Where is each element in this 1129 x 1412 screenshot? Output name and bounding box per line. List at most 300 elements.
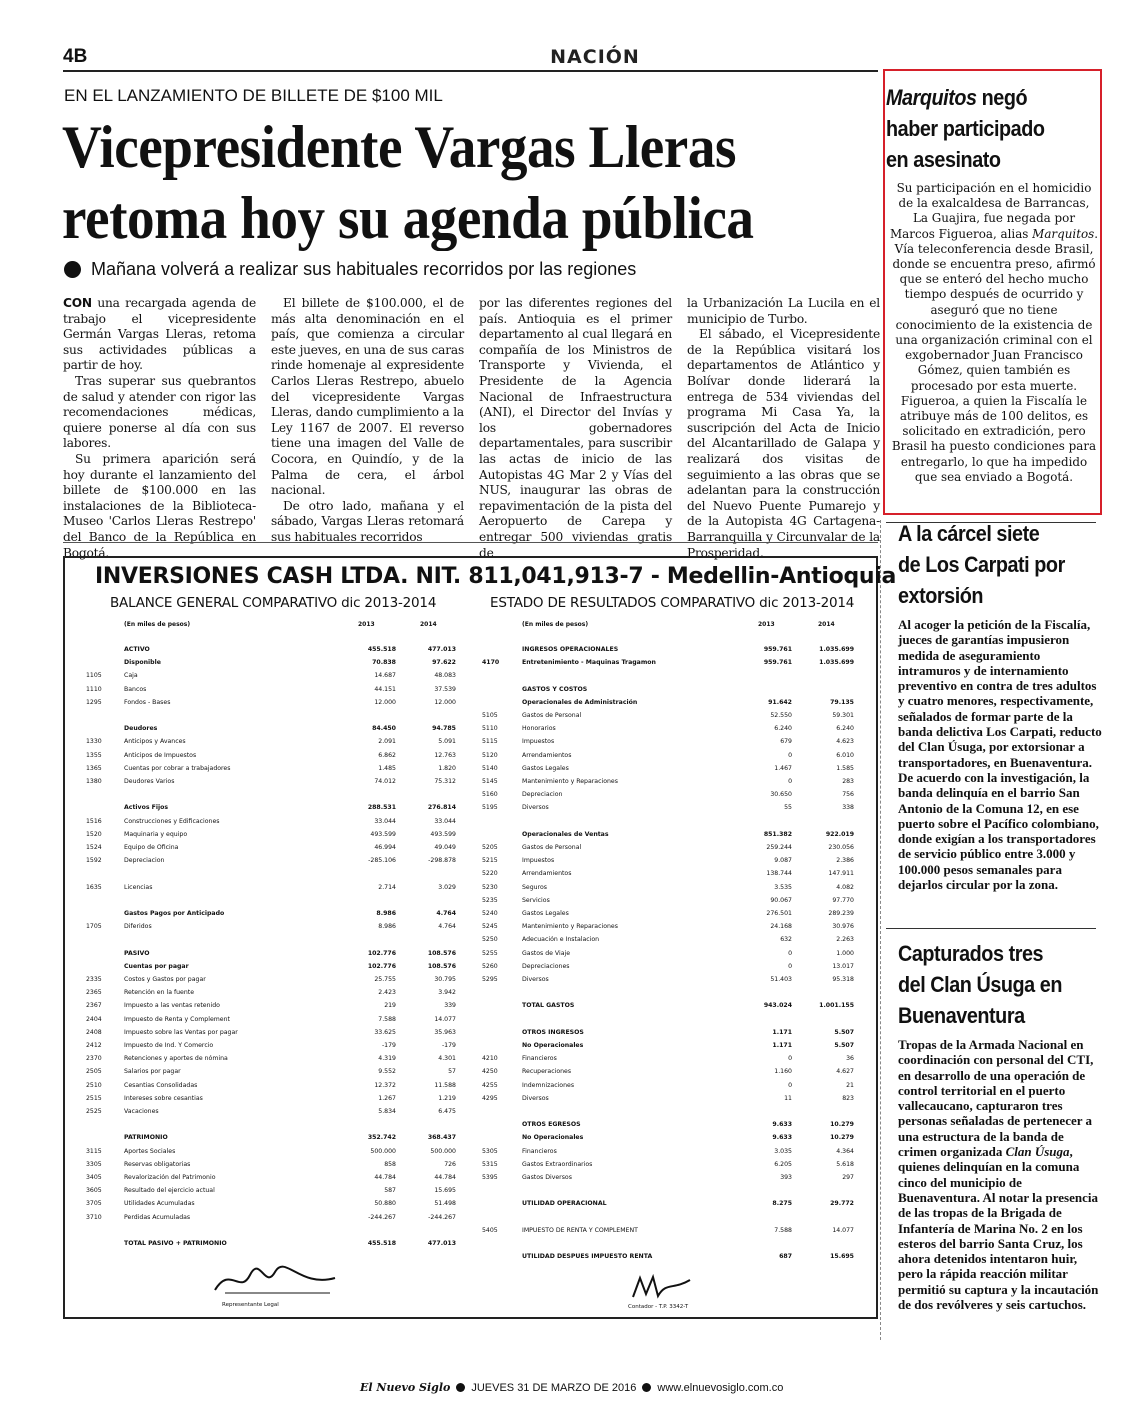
account-code: 2370 — [86, 1055, 102, 1063]
account-code: 5205 — [482, 844, 498, 851]
article-divider — [63, 542, 878, 543]
value-2014: 5.507 — [834, 1042, 854, 1049]
value-2013: 687 — [779, 1253, 792, 1261]
table-row — [86, 869, 466, 878]
value-2014: -179 — [441, 1042, 456, 1049]
units-label: (En miles de pesos) — [522, 621, 589, 628]
value-2014: 49.049 — [434, 844, 456, 851]
table-row — [482, 1213, 862, 1222]
value-2014: 79.135 — [830, 698, 854, 706]
article-subhead — [64, 259, 636, 280]
account-name: Retenciones y aportes de nómina — [124, 1055, 228, 1063]
value-2013: 8.986 — [378, 923, 396, 931]
account-name: PATRIMONIO — [124, 1134, 168, 1142]
account-name: Depreciacion — [522, 791, 563, 799]
table-row — [86, 671, 466, 680]
table-row — [482, 803, 862, 812]
account-code: 2367 — [86, 1002, 102, 1010]
account-name: Gastos Diversos — [522, 1174, 572, 1181]
brief-divider — [886, 928, 1096, 929]
account-code: 5405 — [482, 1226, 498, 1234]
table-row — [482, 1173, 862, 1182]
headline-italic: Marquitos — [886, 85, 977, 110]
value-2014: 12.763 — [434, 751, 456, 759]
account-code: 1355 — [86, 751, 102, 759]
section-title: NACIÓN — [550, 46, 640, 68]
account-name: OTROS INGRESOS — [522, 1028, 584, 1036]
value-2013: 1.267 — [378, 1094, 396, 1102]
table-row — [482, 1199, 862, 1208]
value-2013: 455.518 — [367, 646, 396, 653]
account-name: Diversos — [522, 804, 549, 812]
value-2014: 97.770 — [832, 896, 854, 904]
value-2014: 12.000 — [434, 698, 456, 706]
account-name: Perdidas Acumuladas — [124, 1213, 191, 1221]
value-2014: 3.942 — [438, 989, 456, 997]
lead-word: CON — [63, 296, 92, 310]
value-2013: 46.994 — [374, 844, 396, 851]
account-name: Diversos — [522, 976, 549, 983]
table-row — [86, 1186, 466, 1195]
account-code: 1365 — [86, 764, 102, 772]
value-2014: 95.318 — [832, 976, 854, 983]
value-2013: 5.834 — [378, 1108, 396, 1115]
paragraph: El sábado, el Vicepresidente de la República visitará los departamentos de Atlántico y Bolívar donde liderará la entrega de 534 viviendas del programa Mi Casa Ya, la suscripción del Acta de Inicio del Alcantarillado de Galapa y realizará dos visitas de seguimiento a las obras que se adelantan para la construcción del Nuevo Puente Pumarejo y de la Autopista 4G Cartagena-Barranquilla y Circunvalar de la Prosperidad. — [687, 327, 880, 560]
account-name: INGRESOS OPERACIONALES — [522, 646, 619, 653]
value-2013: 455.518 — [367, 1240, 396, 1247]
account-name: Caja — [124, 672, 138, 680]
header-rule — [63, 70, 878, 72]
account-name: Aportes Sociales — [124, 1147, 176, 1155]
value-2014: 15.695 — [830, 1253, 854, 1261]
body-italic: Clan Úsuga — [1005, 1144, 1070, 1160]
table-row — [482, 711, 862, 720]
article-column-3 — [479, 296, 672, 561]
table-row — [482, 975, 862, 984]
table-row — [86, 698, 466, 707]
account-code: 1524 — [86, 844, 102, 851]
value-2013: 1.171 — [772, 1042, 792, 1049]
value-2014: 37.539 — [434, 685, 456, 693]
value-2014: 13.017 — [832, 962, 854, 970]
headline-text: haber participado — [886, 116, 1045, 141]
account-name: Costos y Gastos por pagar — [124, 976, 206, 983]
value-2014: 51.498 — [434, 1200, 456, 1208]
headline-text: de Los Carpati por — [898, 552, 1065, 577]
account-name: Gastos de Personal — [522, 712, 582, 719]
table-row — [86, 1173, 466, 1182]
table-row — [482, 1226, 862, 1235]
account-name: Indemnizaciones — [522, 1081, 575, 1089]
table-row — [482, 935, 862, 944]
account-name: Arrendamientos — [522, 870, 572, 878]
table-row — [86, 1094, 466, 1103]
signature-right-role: Contador - T.P. 3342-T — [628, 1304, 689, 1310]
account-code: 1110 — [86, 685, 102, 693]
table-row — [86, 830, 466, 839]
account-name: Resultado del ejercicio actual — [124, 1187, 215, 1195]
account-code: 5255 — [482, 949, 498, 957]
value-2014: 1.585 — [836, 764, 854, 772]
value-2014: 5.091 — [438, 738, 456, 746]
value-2013: -179 — [381, 1042, 396, 1049]
article-headline — [62, 112, 812, 254]
value-2013: 7.588 — [378, 1015, 396, 1023]
value-2014: 2.263 — [836, 936, 854, 944]
bullet-icon — [64, 261, 81, 278]
headline-text: Buenaventura — [898, 1003, 1025, 1028]
value-2013: 0 — [788, 962, 792, 970]
table-row — [86, 1054, 466, 1063]
value-2013: 8.986 — [376, 910, 396, 917]
value-2014: 14.077 — [434, 1015, 456, 1023]
table-row — [86, 1081, 466, 1090]
value-2014: 4.082 — [836, 883, 854, 891]
table-row — [86, 1015, 466, 1024]
table-row — [482, 1107, 862, 1116]
table-row — [482, 949, 862, 958]
account-name: Impuestos — [522, 738, 555, 746]
account-name: Impuesto sobre las Ventas por pagar — [124, 1028, 238, 1036]
bullet-icon — [456, 1383, 465, 1392]
year-header: 2014 — [420, 621, 437, 628]
table-row — [482, 988, 862, 997]
account-name: Impuesto a las ventas retenido — [124, 1002, 220, 1010]
value-2014: 59.301 — [832, 712, 854, 719]
account-code: 2404 — [86, 1015, 102, 1023]
value-2013: 276.501 — [766, 910, 792, 917]
value-2014: 57 — [448, 1068, 456, 1076]
table-row — [86, 896, 466, 905]
value-2014: 283 — [842, 778, 854, 785]
table-row — [86, 935, 466, 944]
value-2013: 959.761 — [763, 646, 792, 653]
value-2014: 30.795 — [434, 976, 456, 983]
body-italic: Marquitos — [1032, 226, 1095, 241]
account-code: 4295 — [482, 1094, 498, 1102]
account-name: PASIVO — [124, 949, 150, 957]
account-name: Honorarios — [522, 725, 556, 733]
balance-table — [86, 645, 466, 1255]
brief-3-body — [886, 1037, 1102, 1312]
table-row — [86, 1133, 466, 1142]
account-name: Cesantias Consolidadas — [124, 1081, 198, 1089]
table-row — [86, 817, 466, 826]
signature-right-icon — [628, 1272, 698, 1302]
account-name: Deudores Varios — [124, 778, 175, 785]
table-row — [86, 1028, 466, 1037]
value-2013: 1.171 — [772, 1028, 792, 1036]
value-2013: 2.423 — [378, 989, 396, 997]
value-2014: 338 — [842, 804, 854, 812]
value-2013: 7.588 — [774, 1226, 792, 1234]
account-name: Diversos — [522, 1094, 549, 1102]
account-name: Cuentas por pagar — [124, 962, 189, 970]
table-row — [482, 1054, 862, 1063]
brief-1 — [886, 82, 1102, 485]
account-name: Gastos Legales — [522, 764, 569, 772]
account-name: Vacaciones — [124, 1108, 159, 1115]
account-name: ACTIVO — [124, 646, 150, 653]
account-name: Mantenimiento y Reparaciones — [522, 923, 618, 931]
article-kicker: EN EL LANZAMIENTO DE BILLETE DE $100 MIL — [64, 86, 443, 105]
table-row — [86, 685, 466, 694]
account-code: 3305 — [86, 1160, 102, 1168]
value-2013: 8.275 — [772, 1200, 792, 1208]
value-2013: 33.044 — [374, 817, 396, 825]
value-2013: 352.742 — [367, 1134, 396, 1142]
page-footer — [360, 1381, 783, 1394]
account-name: Gastos de Viaje — [522, 949, 571, 957]
paragraph-text: una recargada agenda de trabajo el vicepresidente Germán Vargas Lleras, retoma sus actividades públicas a partir de hoy. — [63, 296, 256, 373]
account-name: OTROS EGRESOS — [522, 1121, 581, 1129]
account-name: Diferidos — [124, 923, 152, 931]
account-code: 5105 — [482, 712, 498, 719]
value-2014: 368.437 — [427, 1134, 456, 1142]
signature-left-icon — [205, 1260, 345, 1300]
table-row — [86, 777, 466, 786]
value-2014: 10.279 — [830, 1134, 854, 1142]
value-2013: 587 — [384, 1187, 396, 1195]
paragraph: El billete de $100.000, el de más alta denominación en el país, que comienza a circular este jueves, en una de sus caras rinde homenaje al expresidente Carlos Lleras Restrepo, abuelo del vicepresidente Vargas Lleras, dando cumplimiento a la Ley 1167 de 2007. El reverso tiene una imagen del Valle de Cocora, en Quindío, y de la Palma de cera, el árbol nacional. — [271, 296, 464, 498]
value-2013: 6.862 — [378, 751, 396, 759]
value-2013: 0 — [788, 1081, 792, 1089]
table-row — [482, 856, 862, 865]
value-2014: 297 — [842, 1174, 854, 1181]
table-row — [482, 1041, 862, 1050]
account-name: Gastos Pagos por Anticipado — [124, 910, 225, 917]
value-2013: -244.267 — [368, 1213, 396, 1221]
value-2014: 756 — [842, 791, 854, 799]
account-name: Depreciaciones — [522, 962, 570, 970]
value-2014: 3.029 — [438, 883, 456, 891]
account-name: Revalorización del Patrimonio — [124, 1174, 216, 1181]
table-row — [86, 843, 466, 852]
account-name: Gastos Extraordinarios — [522, 1160, 593, 1168]
paragraph: Tras superar sus quebrantos de salud y atender con rigor las recomendaciones médicas, quiere ponerse al día con sus labores. — [63, 373, 256, 451]
ad-title: INVERSIONES CASH LTDA. NIT. 811,041,913-7 - Medellin-Antioquia — [95, 564, 897, 589]
table-row — [86, 883, 466, 892]
units-label: (En miles de pesos) — [124, 621, 191, 628]
value-2014: 339 — [444, 1002, 456, 1010]
account-name: Impuesto de Ind. Y Comercio — [124, 1042, 214, 1049]
table-row — [482, 1160, 862, 1169]
table-row — [482, 685, 862, 694]
value-2013: 138.744 — [766, 870, 792, 878]
paragraph: De otro lado, mañana y el sábado, Vargas Lleras retomará sus habituales recorridos — [271, 498, 464, 544]
account-name: Cuentas por cobrar a trabajadores — [124, 764, 231, 772]
account-name: Impuestos — [522, 857, 555, 865]
account-name: IMPUESTO DE RENTA Y COMPLEMENT — [522, 1226, 638, 1234]
account-code: 1516 — [86, 817, 102, 825]
subhead-text: Mañana volverá a realizar sus habituales recorridos por las regiones — [91, 259, 637, 279]
value-2014: 44.784 — [434, 1174, 456, 1181]
account-code: 2505 — [86, 1068, 102, 1076]
value-2013: 84.450 — [372, 725, 396, 733]
table-row — [482, 764, 862, 773]
account-code: 2335 — [86, 976, 102, 983]
value-2014: 33.044 — [434, 817, 456, 825]
value-2013: 3.535 — [774, 883, 792, 891]
value-2014: 1.820 — [438, 764, 456, 772]
value-2014: 500.000 — [430, 1147, 456, 1155]
value-2014: 1.001.155 — [819, 1002, 854, 1010]
account-name: Arrendamientos — [522, 751, 572, 759]
headline-text: del Clan Úsuga en — [898, 972, 1062, 997]
value-2014: 477.013 — [427, 1240, 456, 1247]
account-code: 1105 — [86, 672, 102, 680]
account-code: 1520 — [86, 830, 102, 838]
value-2013: 0 — [788, 751, 792, 759]
account-code: 1330 — [86, 738, 102, 746]
value-2014: 230.056 — [828, 844, 854, 851]
account-name: Maquinaria y equipo — [124, 830, 188, 838]
value-2014: 1.219 — [438, 1094, 456, 1102]
account-name: Servicios — [522, 896, 550, 904]
value-2013: 0 — [788, 1055, 792, 1063]
table-row — [86, 1147, 466, 1156]
value-2013: 288.531 — [367, 804, 396, 812]
value-2014: 36 — [846, 1055, 854, 1063]
value-2014: 726 — [444, 1160, 456, 1168]
article-column-1 — [63, 296, 256, 561]
account-name: TOTAL GASTOS — [522, 1002, 575, 1010]
value-2013: 91.642 — [768, 698, 792, 706]
value-2013: 9.552 — [378, 1068, 396, 1076]
value-2013: 11 — [784, 1094, 792, 1102]
table-row — [482, 1252, 862, 1261]
value-2013: 1.467 — [774, 764, 792, 772]
table-row — [86, 764, 466, 773]
value-2014: 94.785 — [432, 725, 456, 733]
account-name: Financieros — [522, 1055, 557, 1063]
account-code: 4250 — [482, 1068, 498, 1076]
value-2014: -298.878 — [428, 857, 456, 865]
account-code: 5215 — [482, 857, 498, 865]
value-2013: 3.035 — [774, 1147, 792, 1155]
paragraph: Su primera aparición será hoy durante el lanzamiento del billete de $100.000 en las instalaciones de la Biblioteca-Museo 'Carlos Lleras Restrepo' del Banco de la República en Bogotá. — [63, 451, 256, 560]
balance-title: BALANCE GENERAL COMPARATIVO dic 2013-2014 — [110, 595, 437, 611]
account-code: 3405 — [86, 1174, 102, 1181]
footer-date: JUEVES 31 DE MARZO DE 2016 — [471, 1381, 637, 1394]
account-name: Utilidades Acumuladas — [124, 1200, 195, 1208]
body-text: , quienes delinquían en la comuna cinco del municipio de Buenaventura. Al notar la presencia de las tropas de la Brigada de Infantería de Marina No. 2 en los esteros del barrio Santa Cruz, los ahora detenidos intentaron huir, pero la rápida reacción militar permitió su captura y la incautación de dos revólveres y seis cartuchos. — [898, 1144, 1099, 1313]
account-name: Disponible — [124, 659, 161, 667]
value-2014: 30.976 — [832, 923, 854, 931]
table-row — [482, 922, 862, 931]
value-2014: 922.019 — [825, 830, 854, 838]
value-2014: 4.364 — [836, 1147, 854, 1155]
account-code: 5305 — [482, 1147, 498, 1155]
table-row — [482, 1067, 862, 1076]
value-2013: 493.599 — [370, 830, 396, 838]
table-row — [482, 790, 862, 799]
table-row — [86, 949, 466, 958]
brief-1-headline — [886, 82, 1102, 175]
footer-brand: El Nuevo Siglo — [360, 1381, 451, 1394]
account-name: Financieros — [522, 1147, 557, 1155]
table-row — [86, 909, 466, 918]
value-2013: 12.000 — [374, 698, 396, 706]
account-code: 3115 — [86, 1147, 102, 1155]
brief-2 — [886, 518, 1102, 892]
account-code: 5295 — [482, 976, 498, 983]
account-name: TOTAL PASIVO + PATRIMONIO — [124, 1240, 227, 1247]
value-2013: 219 — [384, 1002, 396, 1010]
table-row — [86, 737, 466, 746]
value-2013: 44.151 — [374, 685, 396, 693]
value-2014: 1.035.699 — [819, 659, 854, 667]
value-2013: 632 — [780, 936, 792, 944]
account-name: Impuesto de Renta y Complement — [124, 1015, 230, 1023]
account-name: Entretenimiento - Maquinas Tragamon — [522, 659, 656, 667]
table-row — [482, 671, 862, 680]
results-table — [482, 645, 862, 1261]
value-2014: 14.077 — [832, 1226, 854, 1234]
year-header: 2013 — [758, 621, 775, 628]
account-name: Equipo de Oficina — [124, 844, 179, 851]
page-number: 4B — [63, 46, 88, 67]
paragraph: por las diferentes regiones del país. Antioquia es el primer departamento al cual llegará en compañía de los Ministros de Transporte y Vivienda, el Presidente de la Agencia Nacional de Infraestructura (ANI), el Director del Invías y los gobernadores departamentales, para suscribir las actas de inicio de las Autopistas 4G Mar 2 y Vías del NUS, inaugurar las obras de repavimentación de la pista del Aeropuerto de Carepa y entregar 500 viviendas gratis de — [479, 296, 672, 560]
account-name: Anticipos de Impuestos — [124, 751, 197, 759]
account-name: Adecuación e Instalacion — [522, 936, 600, 944]
account-name: UTILIDAD DESPUES IMPUESTO RENTA — [522, 1253, 653, 1261]
table-row — [482, 777, 862, 786]
value-2014: 15.695 — [434, 1187, 456, 1195]
value-2013: 0 — [788, 778, 792, 785]
value-2014: 21 — [846, 1081, 854, 1089]
table-row — [482, 1133, 862, 1142]
article-column-4 — [687, 296, 880, 561]
value-2013: 25.755 — [374, 976, 396, 983]
account-code: 2412 — [86, 1042, 102, 1049]
value-2014: 108.576 — [427, 949, 456, 957]
account-name: Activos Fijos — [124, 804, 169, 812]
table-row — [482, 1081, 862, 1090]
table-row — [482, 1015, 862, 1024]
table-row — [482, 737, 862, 746]
value-2013: 393 — [780, 1174, 792, 1181]
headline-text: en asesinato — [886, 147, 1001, 172]
account-code: 5145 — [482, 778, 498, 785]
table-row — [482, 830, 862, 839]
value-2013: 9.087 — [774, 857, 792, 865]
value-2014: 2.386 — [836, 857, 854, 865]
account-name: Retención en la fuente — [124, 989, 195, 997]
account-code: 5245 — [482, 923, 498, 931]
table-row — [86, 1120, 466, 1129]
account-code: 5160 — [482, 791, 498, 799]
value-2013: 851.382 — [763, 830, 792, 838]
account-name: Construcciones y Edificaciones — [124, 817, 220, 825]
brief-3-headline — [898, 938, 1114, 1031]
paragraph: la Urbanización La Lucila en el municipio de Turbo. — [687, 296, 880, 326]
value-2014: 48.083 — [434, 672, 456, 680]
value-2013: 102.776 — [367, 962, 396, 970]
value-2014: 6.010 — [836, 751, 854, 759]
account-name: Recuperaciones — [522, 1068, 572, 1076]
paragraph — [63, 296, 256, 374]
value-2013: 50.880 — [374, 1200, 396, 1208]
value-2014: 5.507 — [834, 1028, 854, 1036]
value-2014: 6.240 — [836, 725, 854, 733]
table-row — [86, 1107, 466, 1116]
value-2013: 102.776 — [367, 949, 396, 957]
account-code: 5140 — [482, 764, 498, 772]
brief-2-headline — [898, 518, 1114, 611]
value-2013: 9.633 — [772, 1121, 792, 1129]
value-2014: 276.814 — [427, 804, 456, 812]
